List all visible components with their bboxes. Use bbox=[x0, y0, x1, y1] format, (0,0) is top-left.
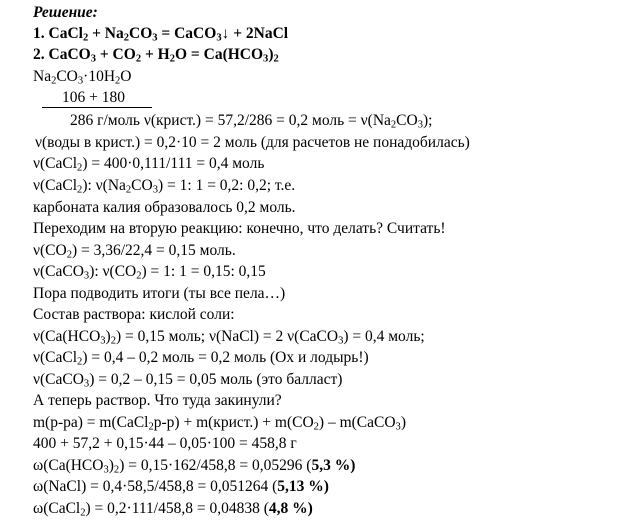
text-segment: 286 г/моль ν(крист.) = 57,2/286 = 0,2 моль = ν(Na bbox=[70, 112, 391, 129]
second-reaction-note bbox=[33, 220, 446, 238]
text-segment: ν(CaCl bbox=[33, 177, 78, 194]
text-segment: Na bbox=[33, 68, 52, 85]
subscript: 3 bbox=[417, 119, 423, 131]
text-segment: ω(CaCl bbox=[33, 500, 81, 517]
text-segment: m(р-ра) = m(CaCl bbox=[33, 414, 149, 431]
text-segment: ω(Ca(HCO bbox=[33, 457, 104, 474]
subscript: 2 bbox=[82, 32, 89, 44]
text-segment: = CaCO bbox=[157, 25, 217, 42]
text-segment: 400 + 57,2 + 0,15·44 – 0,05·100 = 458,8 г bbox=[33, 435, 297, 452]
ratio-2 bbox=[33, 263, 266, 281]
reaction-1 bbox=[33, 25, 288, 43]
text-segment: карбоната калия образовалось 0,2 моль. bbox=[33, 199, 296, 216]
text-segment: ) = 0,15 моль; ν(NaCl) = 2 ν(CaCO bbox=[115, 328, 339, 345]
text-segment: Пора подводить итоги (ты все пела…) bbox=[33, 285, 286, 302]
subscript: 3 bbox=[83, 378, 90, 390]
fraction-bar bbox=[42, 107, 152, 108]
subscript: 3 bbox=[395, 421, 401, 433]
subscript: 3 bbox=[103, 464, 109, 476]
composition-heading bbox=[33, 306, 235, 324]
text-segment: ) = 1: 1 = 0,2: 0,2; т.е. bbox=[157, 177, 296, 194]
subscript: 2 bbox=[313, 421, 319, 433]
subscript: 2 bbox=[77, 162, 83, 174]
text-segment: ): ν(Na bbox=[82, 177, 126, 194]
text-segment: ν(Ca(HCO bbox=[33, 328, 101, 345]
text-segment: Переходим на вторую реакцию: конечно, что делать? Считать! bbox=[33, 220, 446, 237]
fraction-ca-hco3 bbox=[33, 457, 355, 475]
reaction-2 bbox=[33, 46, 279, 64]
text-segment: ν(CaCO bbox=[33, 263, 84, 280]
subscript: 2 bbox=[169, 53, 175, 65]
text-segment: O bbox=[120, 68, 132, 85]
text-segment: ν(CaCl bbox=[33, 155, 78, 172]
text-segment: ) bbox=[108, 457, 114, 474]
text-segment: ) bbox=[105, 328, 111, 345]
subscript: 2 bbox=[136, 270, 142, 282]
subscript: 3 bbox=[77, 75, 84, 87]
subscript: 3 bbox=[338, 335, 344, 347]
composition-1 bbox=[33, 328, 425, 346]
composition-2 bbox=[33, 349, 369, 367]
fraction-nacl bbox=[33, 478, 329, 496]
text-segment: А теперь раствор. Что туда закинули? bbox=[33, 392, 282, 409]
text-segment: ) bbox=[268, 46, 274, 63]
text-segment: ) = 0,4 – 0,2 моль = 0,2 моль (Ох и лодырь!) bbox=[82, 349, 369, 366]
text-segment: Состав раствора: кислой соли: bbox=[33, 306, 235, 323]
text-segment: ν(CO bbox=[33, 242, 67, 259]
text-segment: CO bbox=[56, 68, 78, 85]
subscript: 2 bbox=[115, 75, 121, 87]
text-segment: 1. CaCl bbox=[33, 25, 83, 42]
subscript: 2 bbox=[110, 335, 116, 347]
ratio-1 bbox=[33, 177, 295, 195]
fraction-cacl2 bbox=[33, 500, 313, 518]
text-segment: ↓ + 2NaCl bbox=[221, 25, 289, 42]
subscript: 2 bbox=[66, 249, 72, 261]
text-segment: ν(воды в крист.) = 0,2·10 = 2 моль (для расчетов не понадобилась) bbox=[35, 134, 470, 151]
subscript: 2 bbox=[135, 53, 142, 65]
solution-question bbox=[33, 392, 282, 410]
subscript: 2 bbox=[77, 184, 83, 196]
text-segment: ν(CaCO bbox=[33, 371, 84, 388]
text-segment: ) – m(CaCO bbox=[318, 414, 396, 431]
text-segment: ) = 400·0,111/111 = 0,4 моль bbox=[82, 155, 265, 172]
solution-heading: Решение: bbox=[33, 4, 98, 21]
subscript: 3 bbox=[216, 32, 222, 44]
text-segment: ) = 0,4 моль; bbox=[343, 328, 425, 345]
text-segment: 2. CaCO bbox=[33, 46, 91, 63]
text-segment: ) = 3,36/22,4 = 0,15 моль. bbox=[71, 242, 236, 259]
summary-note bbox=[33, 285, 285, 303]
subscript: 3 bbox=[90, 53, 96, 65]
text-segment: ω(NaCl) = 0,4·58,5/458,8 = 0,051264 ( bbox=[33, 478, 278, 495]
text-segment: + Na bbox=[88, 25, 124, 42]
composition-3 bbox=[33, 371, 342, 389]
text-segment: CO bbox=[129, 25, 153, 42]
text-segment: р-р) + m(крист.) + m(CO bbox=[153, 414, 314, 431]
text-segment: ) = 1: 1 = 0,15: 0,15 bbox=[141, 263, 266, 280]
molar-mass-sum bbox=[62, 89, 125, 107]
text-segment: ) = 0,2·111/458,8 = 0,04838 ( bbox=[85, 500, 269, 517]
subscript: 2 bbox=[51, 75, 57, 87]
text-segment: O = Ca(HCO bbox=[174, 46, 264, 63]
co2-moles bbox=[33, 242, 236, 260]
subscript: 3 bbox=[152, 184, 158, 196]
text-segment: ) = 0,15·162/458,8 = 0,05296 ( bbox=[119, 457, 312, 474]
mass-formula bbox=[33, 414, 406, 432]
mass-value bbox=[33, 435, 297, 453]
text-segment: ) bbox=[400, 414, 406, 431]
subscript: 2 bbox=[113, 464, 120, 476]
subscript: 2 bbox=[77, 356, 83, 368]
subscript: 3 bbox=[83, 270, 90, 282]
text-segment: ·10H bbox=[83, 68, 116, 85]
subscript: 3 bbox=[263, 53, 269, 65]
text-segment: ) = 0,2 – 0,15 = 0,05 моль (это балласт) bbox=[89, 371, 343, 388]
crystal-moles bbox=[70, 112, 432, 130]
subscript: 3 bbox=[152, 32, 158, 44]
text-segment: CO bbox=[396, 112, 418, 129]
text-segment: ); bbox=[422, 112, 433, 129]
result-percent: 5,13 %) bbox=[277, 478, 329, 495]
water-moles bbox=[35, 134, 470, 152]
subscript: 2 bbox=[390, 119, 397, 131]
carbonate-note bbox=[33, 199, 296, 217]
text-segment: + CO bbox=[95, 46, 136, 63]
cacl2-moles bbox=[33, 155, 264, 173]
subscript: 2 bbox=[148, 421, 154, 433]
text-segment: ν(CaCl bbox=[33, 349, 78, 366]
subscript: 2 bbox=[125, 184, 132, 196]
crystal-formula bbox=[33, 68, 131, 86]
result-percent: 4,8 %) bbox=[268, 500, 313, 517]
text-segment: ): ν(CO bbox=[89, 263, 137, 280]
subscript: 2 bbox=[80, 507, 86, 519]
text-segment: 106 + 180 bbox=[62, 89, 125, 106]
result-percent: 5,3 %) bbox=[311, 457, 356, 474]
subscript: 3 bbox=[100, 335, 106, 347]
text-segment: CO bbox=[131, 177, 153, 194]
subscript: 2 bbox=[123, 32, 130, 44]
text-segment: + H bbox=[141, 46, 170, 63]
subscript: 2 bbox=[273, 53, 279, 65]
